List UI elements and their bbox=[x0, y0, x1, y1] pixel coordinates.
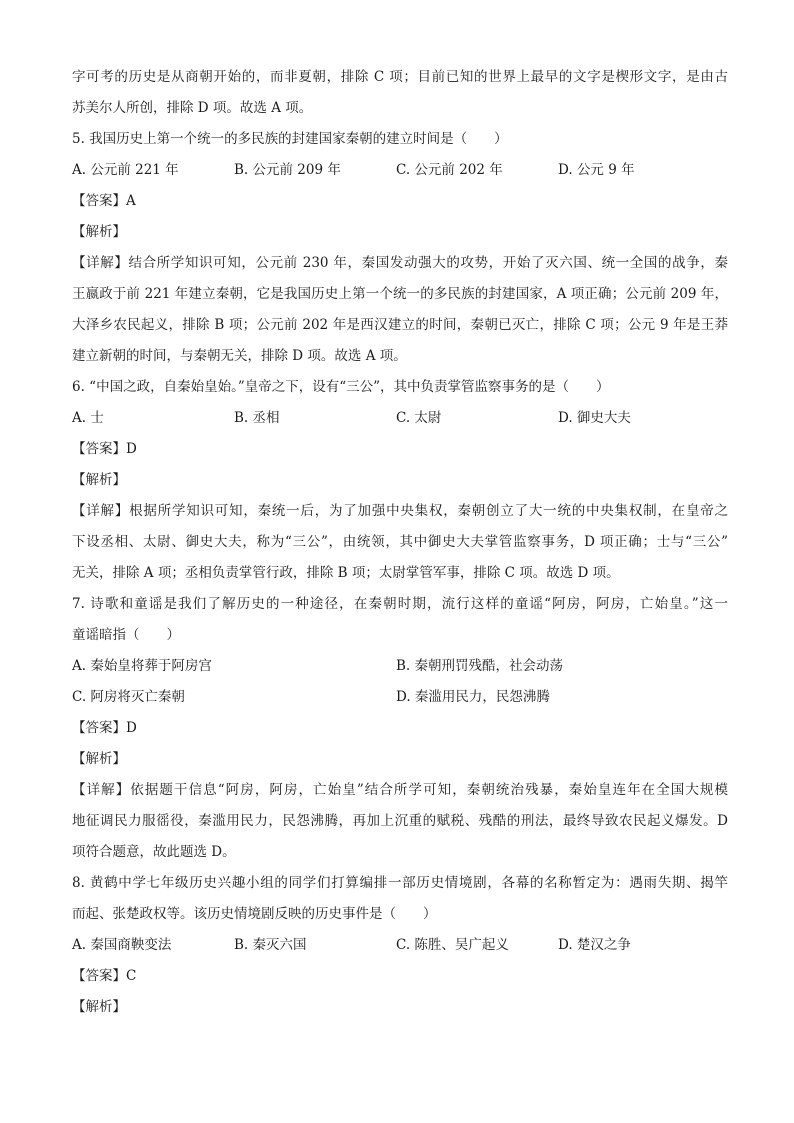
analysis-label: 【解析】 bbox=[72, 999, 126, 1015]
analysis-label: 【解析】 bbox=[72, 472, 126, 488]
option-d: D. 公元 9 年 bbox=[558, 162, 635, 178]
page-content bbox=[72, 62, 728, 1023]
question-stem: 6. “中国之政，自秦始皇始。”皇帝之下，设有“三公”，其中负责掌管监察事务的是（ ） bbox=[72, 379, 610, 395]
options-row bbox=[72, 651, 728, 682]
option-a: A. 公元前 221 年 bbox=[72, 162, 179, 178]
option-d: D. 秦滥用民力，民怨沸腾 bbox=[396, 689, 550, 705]
question-stem: 5. 我国历史上第一个统一的多民族的封建国家秦朝的建立时间是（ ） bbox=[72, 131, 508, 147]
detail-line: 建立新朝的时间，与秦朝无关，排除 D 项。故选 A 项。 bbox=[72, 348, 407, 364]
question-stem: 童谣暗指（ ） bbox=[72, 627, 180, 643]
detail-line: 大泽乡农民起义，排除 B 项；公元前 202 年是西汉建立的时间，秦朝已灭亡，排除 C 项；公元 9 年是王莽 bbox=[72, 317, 728, 333]
detail-line: 【详解】结合所学知识可知，公元前 230 年，秦国发动强大的攻势，开始了灭六国、统一全国的战争，秦 bbox=[72, 255, 728, 271]
detail-line: 王嬴政于前 221 年建立秦朝，它是我国历史上第一个统一的多民族的封建国家，A 项正确；公元前 209 年， bbox=[72, 286, 728, 302]
detail-line: 无关，排除 A 项；丞相负责掌管行政，排除 B 项；太尉掌管军事，排除 C 项。故选 D 项。 bbox=[72, 565, 620, 581]
detail-line: 【详解】根据所学知识可知，秦统一后，为了加强中央集权，秦朝创立了大一统的中央集权制，在皇帝之 bbox=[72, 503, 728, 519]
option-c: C. 陈胜、吴广起义 bbox=[396, 937, 509, 953]
option-d: D. 御史大夫 bbox=[558, 410, 631, 426]
option-a: A. 秦国商鞅变法 bbox=[72, 937, 172, 953]
options-row bbox=[72, 155, 728, 186]
question-7 bbox=[72, 589, 728, 868]
option-a: A. 士 bbox=[72, 410, 104, 426]
question-5 bbox=[72, 124, 728, 372]
question-stem: 7. 诗歌和童谣是我们了解历史的一种途径，在秦朝时期，流行这样的童谣“阿房，阿房，亡始皇。”这一 bbox=[72, 596, 728, 612]
question-stem: 8. 黄鹤中学七年级历史兴趣小组的同学们打算编排一部历史情境剧，各幕的名称暂定为：遇雨失期、揭竿 bbox=[72, 875, 728, 891]
options-row bbox=[72, 403, 728, 434]
option-b: B. 丞相 bbox=[234, 410, 280, 426]
option-b: B. 秦朝刑罚残酷，社会动荡 bbox=[396, 658, 564, 674]
option-d: D. 楚汉之争 bbox=[558, 937, 631, 953]
answer-label: 【答案】A bbox=[72, 193, 136, 209]
option-a: A. 秦始皇将葬于阿房宫 bbox=[72, 658, 212, 674]
answer-label: 【答案】C bbox=[72, 968, 137, 984]
detail-line: 下设丞相、太尉、御史大夫，称为“三公”，由统领，其中御史大夫掌管监察事务，D 项正确；士与“三公” bbox=[72, 534, 728, 550]
option-b: B. 公元前 209 年 bbox=[234, 162, 341, 178]
options-row bbox=[72, 930, 728, 961]
detail-line: 地征调民力服徭役，秦滥用民力，民怨沸腾，再加上沉重的赋税、残酷的刑法，最终导致农民起义爆发。D bbox=[72, 813, 728, 829]
option-c: C. 公元前 202 年 bbox=[396, 162, 503, 178]
answer-label: 【答案】D bbox=[72, 720, 137, 736]
detail-line: 项符合题意，故此题选 D。 bbox=[72, 844, 236, 860]
option-b: B. 秦灭六国 bbox=[234, 937, 307, 953]
analysis-label: 【解析】 bbox=[72, 224, 126, 240]
option-c: C. 太尉 bbox=[396, 410, 442, 426]
question-8 bbox=[72, 868, 728, 1023]
analysis-label: 【解析】 bbox=[72, 751, 126, 767]
option-c: C. 阿房将灭亡秦朝 bbox=[72, 689, 185, 705]
text-line: 苏美尔人所创，排除 D 项。故选 A 项。 bbox=[72, 100, 313, 116]
options-row bbox=[72, 682, 728, 713]
answer-label: 【答案】D bbox=[72, 441, 137, 457]
detail-line: 【详解】依据题干信息“阿房，阿房，亡始皇”结合所学可知，秦朝统治残暴，秦始皇连年在全国大规模 bbox=[72, 782, 728, 798]
text-line: 字可考的历史是从商朝开始的，而非夏朝，排除 C 项；目前已知的世界上最早的文字是楔形文字，是由古 bbox=[72, 69, 728, 85]
question-6 bbox=[72, 372, 728, 589]
question-stem: 而起、张楚政权等。该历史情境剧反映的历史事件是（ ） bbox=[72, 906, 437, 922]
